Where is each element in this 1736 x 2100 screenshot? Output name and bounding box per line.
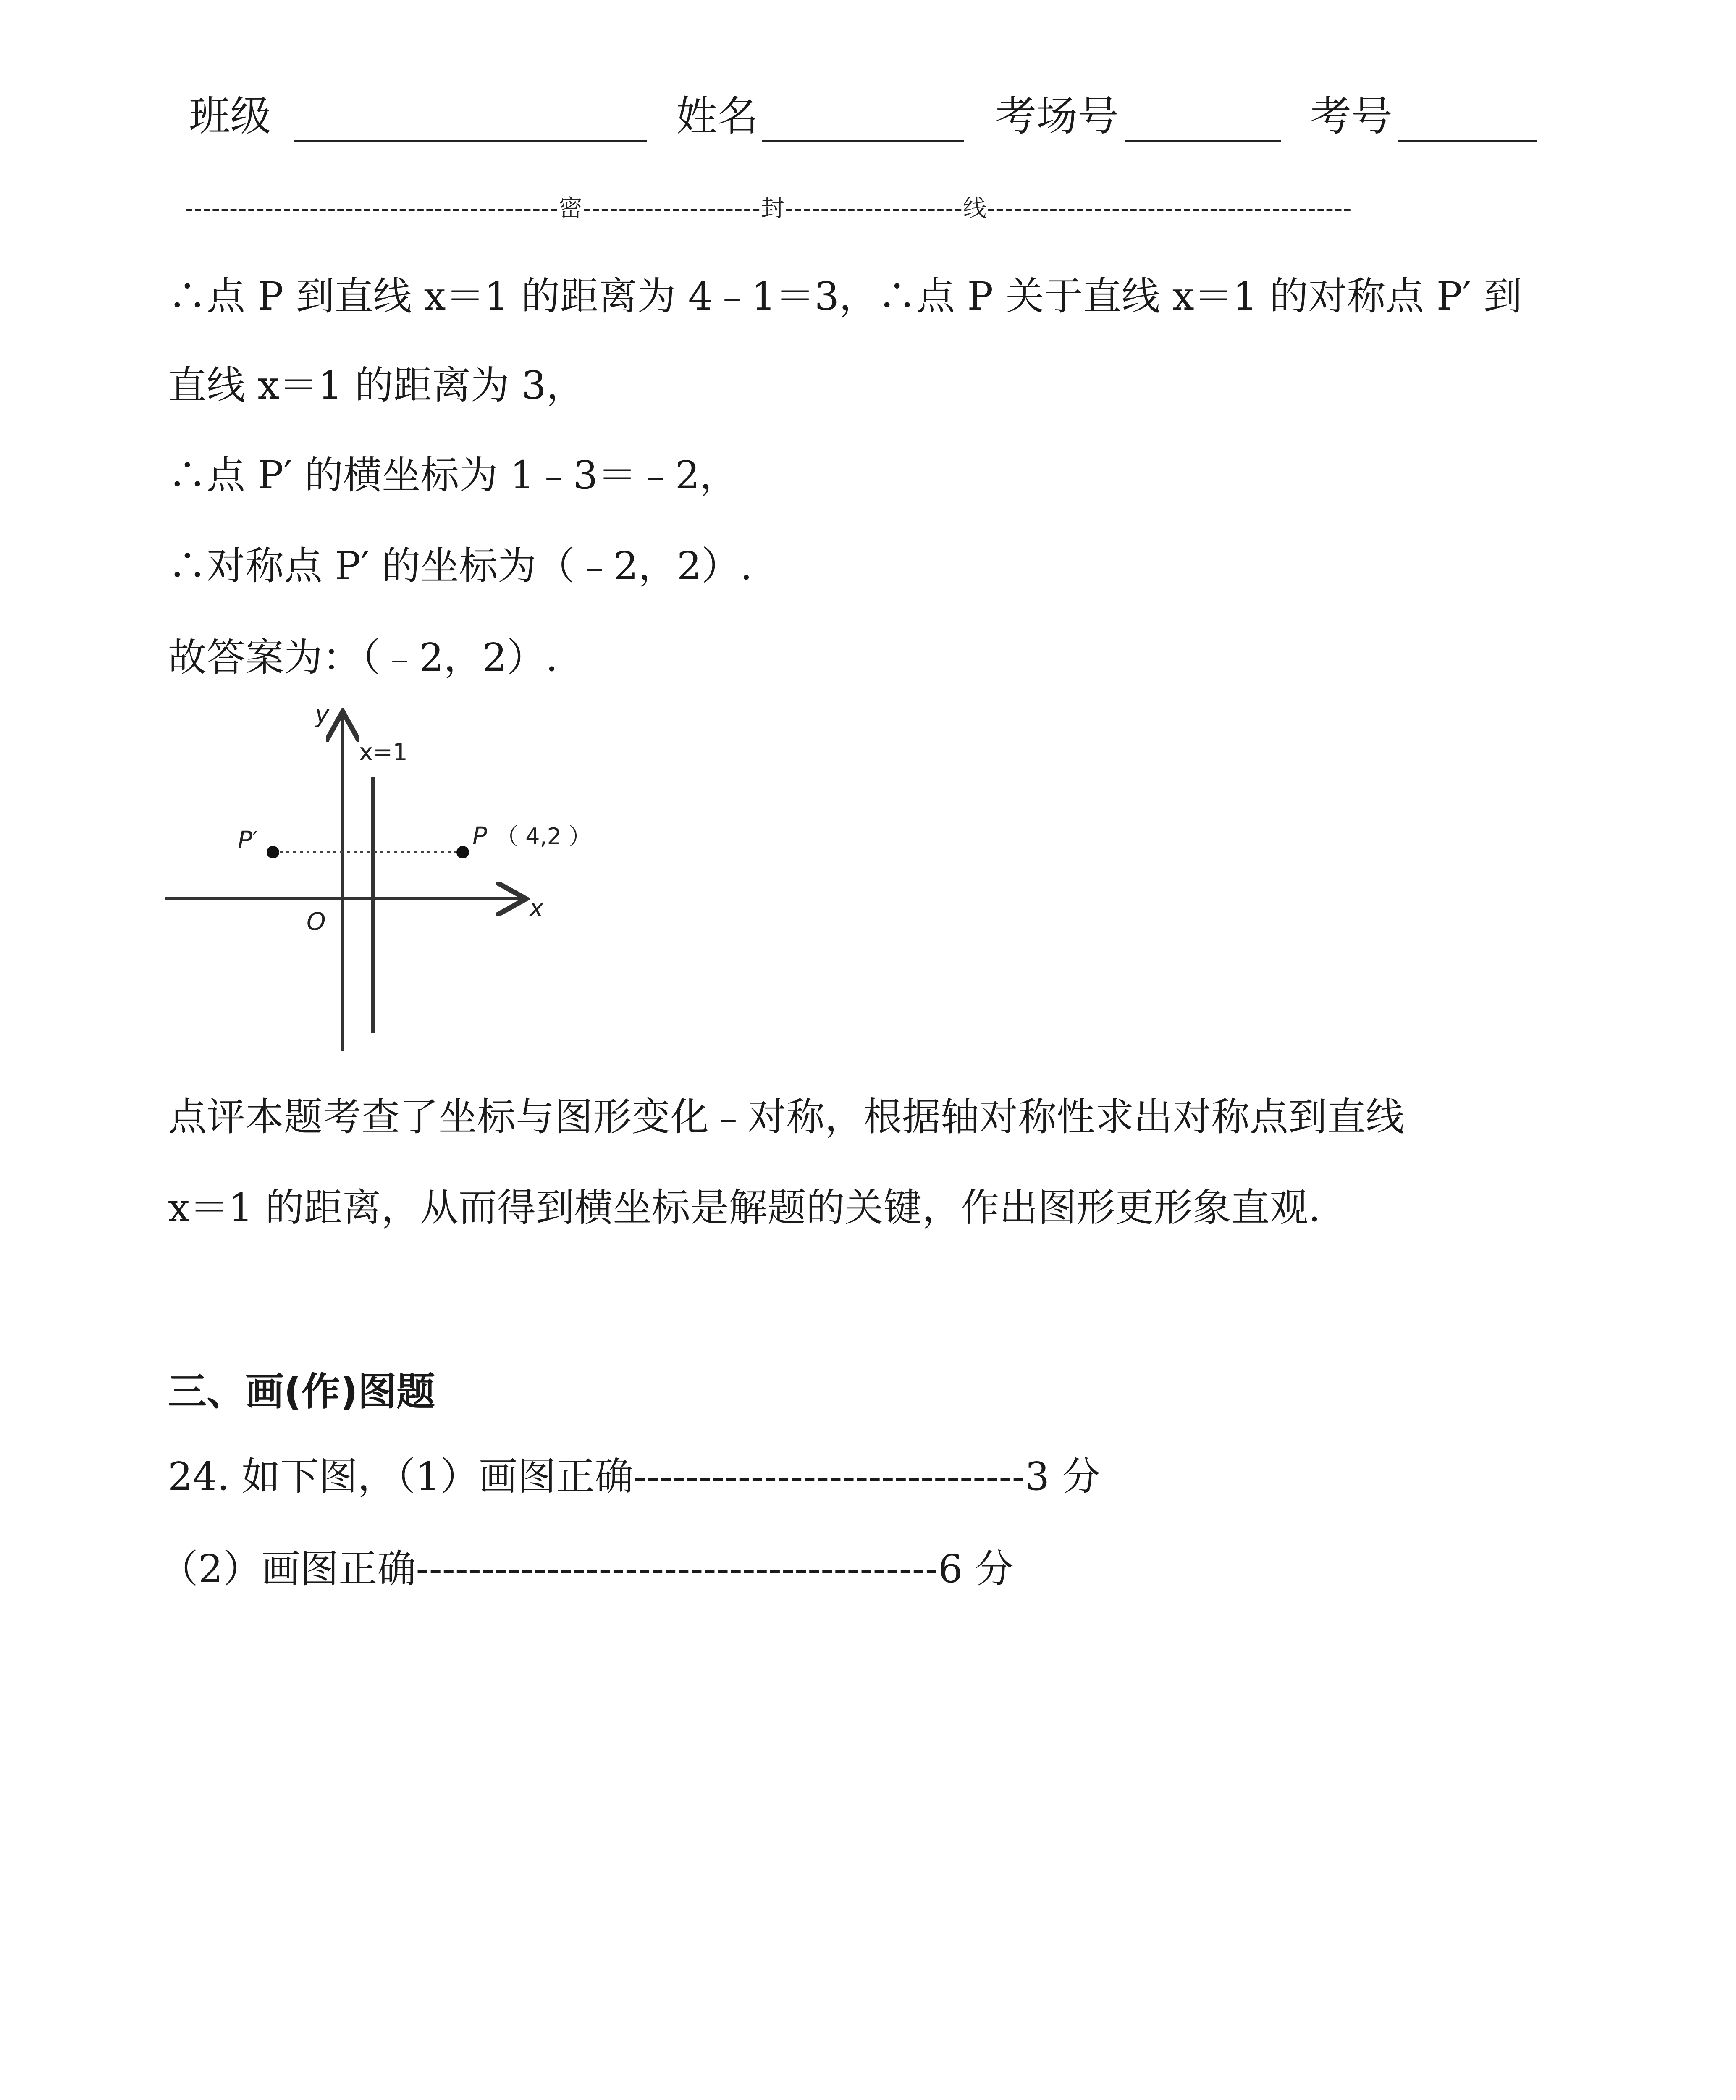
class-blank — [294, 140, 647, 142]
exam-room-label: 考场号 — [995, 92, 1119, 140]
name-label: 姓名 — [676, 92, 759, 140]
x-axis-label: x — [529, 894, 544, 922]
question-24-line-2: （2）画图正确----------------------------------------6 分 — [160, 1546, 1014, 1591]
line-label: x=1 — [359, 739, 408, 766]
point-p-coords: （ 4,2 ） — [496, 823, 592, 850]
solution-line-2: 直线 x＝1 的距离为 3， — [168, 363, 585, 408]
exam-number-label: 考号 — [1310, 92, 1393, 140]
point-p-label: P — [472, 822, 487, 850]
solution-line-1: ∴点 P 到直线 x＝1 的距离为 4﹣1＝3，∴点 P 关于直线 x＝1 的对称点 P′ 到 — [168, 274, 1522, 319]
question-24-line-1: 24. 如下图，（1）画图正确------------------------------3 分 — [168, 1454, 1101, 1499]
comment-line-2: x＝1 的距离，从而得到横坐标是解题的关键，作出图形更形象直观. — [168, 1185, 1321, 1230]
exam-number-blank — [1398, 140, 1537, 142]
coordinate-figure — [160, 706, 613, 1058]
seal-line: ------------------------------------------密--------------------封--------------------线----------------------------------------- — [185, 195, 1352, 222]
point-p-prime-label: P′ — [238, 826, 258, 854]
class-label: 班级 — [189, 92, 272, 140]
point-p — [456, 846, 469, 858]
exam-room-blank — [1125, 140, 1281, 142]
origin-label: O — [307, 907, 326, 936]
solution-line-3: ∴点 P′ 的横坐标为 1﹣3＝﹣2， — [168, 453, 739, 498]
point-p-prime — [267, 846, 279, 858]
comment-line-1: 点评本题考查了坐标与图形变化﹣对称，根据轴对称性求出对称点到直线 — [168, 1095, 1405, 1139]
solution-line-4: ∴对称点 P′ 的坐标为（﹣2，2）. — [168, 543, 753, 588]
y-axis-label: y — [315, 706, 330, 728]
section-title: 三、画(作)图题 — [168, 1369, 435, 1414]
name-blank — [762, 140, 964, 142]
answer-line: 故答案为：（﹣2，2）. — [168, 635, 558, 680]
